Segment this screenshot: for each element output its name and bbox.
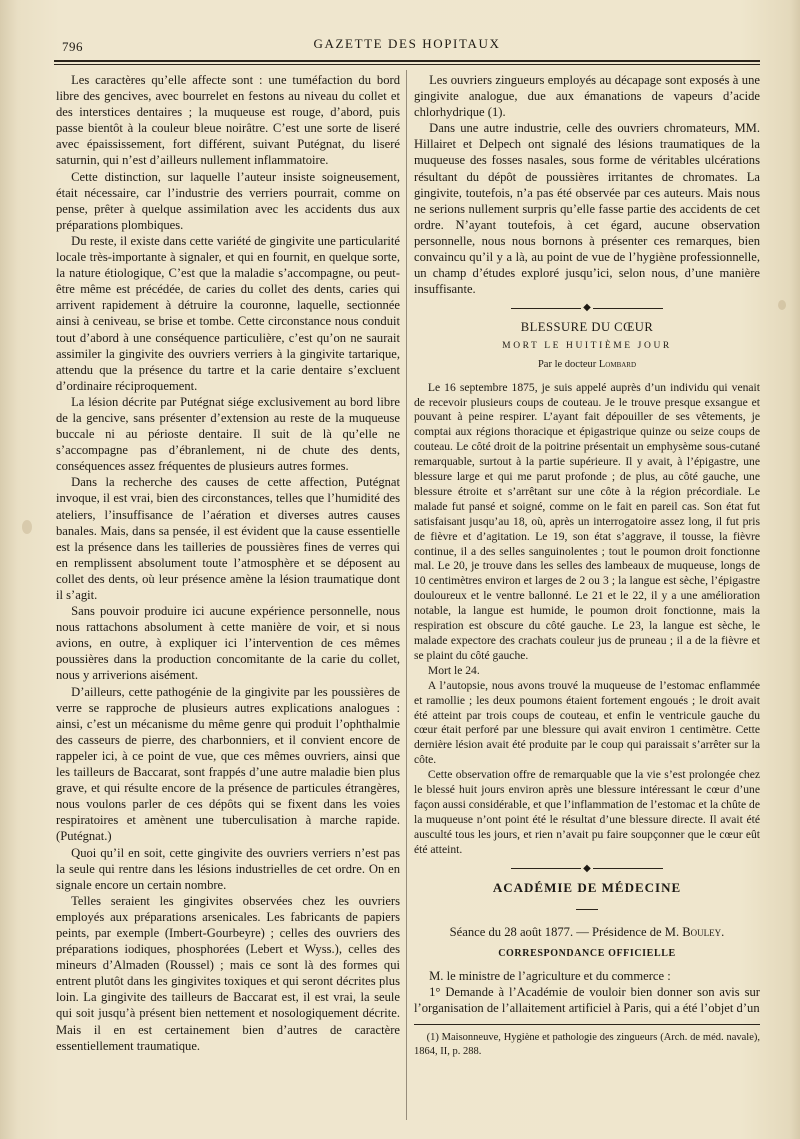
paragraph: Telles seraient les gingivites observées chez les ouvriers employés aux préparations arsenicales. Les fabricants de papiers peints, par exemple (Imbert-Gourbeyre) ; celles des ouvriers des préparations iodiques, phosphorées (Lebert et Wyss.), celles des mineurs d’Almaden (Roussel) ; mais ce sont là des formes qui entrent plutôt dans les gingivites toxiques et qui seront décrites plus loin. La gingivite des tailleurs de Baccarat est, il est vrai, la seule qui soit jusqu’à présent bien nettement et nosologiquement décrite. Mais il en est certainement bien d’autres de caractère essentiellement traumatique. <box>56 893 400 1053</box>
paragraph: A l’autopsie, nous avons trouvé la muqueuse de l’estomac enflammée et ramollie ; les deux poumons étaient fortement engoués ; le droit avait été atteint par trois coups de couteau, et enfin le ventricule gauche du cœur était perforé par une blessure qui avait environ 1 centimètre. Cette dernière lésion avait été produite par le coup qui paraissait s’arrêter sur la côte. <box>414 678 760 767</box>
paragraph: Cette observation offre de remarquable que la vie s’est prolongée chez le blessé huit jours environ après une blessure intéressant le cœur d’une façon aussi considérable, et que l’inflammation de l’estomac et la chûte de la muqueuse n’ont point été le résultat d’une blessure directe. Il avait été ausculté tous les jours, et rien n’avait pu faire soupçonner que le cœur eût été atteint. <box>414 768 760 856</box>
footnote: (1) Maisonneuve, Hygiène et pathologie des zingueurs (Arch. de méd. navale), 1864, II, p. 288. <box>414 1032 760 1058</box>
article-title: BLESSURE DU CŒUR <box>520 320 654 335</box>
byline-prefix: Par le docteur <box>537 358 597 370</box>
section-ornament: ◆ <box>414 303 760 313</box>
paragraph: Mort le 24. <box>427 663 480 677</box>
header-rule <box>54 60 760 62</box>
left-column <box>56 72 400 1054</box>
paragraph: Les caractères qu’elle affecte sont : une tuméfaction du bord libre des gencives, avec bourrelet en festons au niveau du collet et des interstices dentaires ; la muqueuse est rouge, d’abord, puis passe bientôt à la couleur bleue noirâtre. C’est une sorte de liseré avec épaississement, fort différent, suivant Putégnat, du liseré saturnin, qui n’est d’ailleurs nullement inflammatoire. <box>56 73 400 168</box>
correspondence-heading: CORRESPONDANCE OFFICIELLE <box>498 947 676 959</box>
title-dash <box>414 898 760 914</box>
paragraph: Sans pouvoir produire ici aucune expérience personnelle, nous nous rattachons absolument à cette manière de voir, et si nous avions, en outre, à expliquer ici l’intervention de ces mêmes poussières dans la production concomitante de la carie du collet, nous y arriverions aisément. <box>56 604 400 683</box>
page-header <box>54 32 760 56</box>
right-column <box>414 72 760 1059</box>
section-ornament: ◆ <box>414 864 760 874</box>
paragraph: Dans une autre industrie, celle des ouvriers chromateurs, MM. Hillairet et Delpech ont signalé des lésions traumatiques de la muqueuse des fosses nasales, sous forme de véritables ulcérations résultant du dépôt de poussières irritantes de chromates. La gingivite, toutefois, n’a pas été observée par ces auteurs. Mais nous ne serions nullement surpris qu’elle fasse partie des accidents de cet ordre. N’ayant toutefois, à cet égard, aucune observation personnelle, nous nous bornons à présenter ces remarques, bien convaincu qu’il y a là, au point de vue de l’hygiène professionnelle, un champ d’études exploré jusqu’ici, selon nous, d’une manière insuffisante. <box>414 121 760 297</box>
paragraph: Cette distinction, sur laquelle l’auteur insiste soigneusement, était nécessaire, car l’industrie des verriers pourrait, comme on pense, prêter à quelque assimilation avec les accidents dus aux préparations plombiques. <box>56 169 400 232</box>
paragraph: M. le ministre de l’agriculture et du commerce : <box>429 968 671 983</box>
paper-stain <box>22 520 32 534</box>
paragraph: Quoi qu’il en soit, cette gingivite des ouvriers verriers n’est pas la seule qui rentre dans les lésions industrielles de cet ordre. On en signale encore un certain nombre. <box>56 845 400 892</box>
session-text: Séance du 28 août 1877. — Présidence de M. <box>449 924 680 939</box>
author-name: Lombard <box>598 358 637 370</box>
article-byline <box>414 357 760 373</box>
header-rule-thin <box>54 64 760 65</box>
page-number: 796 <box>62 39 83 54</box>
journal-title: GAZETTE DES HOPITAUX <box>313 36 501 51</box>
paragraph: D’ailleurs, cette pathogénie de la gingivite par les poussières de verre se rapproche de plusieurs autres explications analogues : ainsi, c’est un mécanisme du même genre qui produit l’ophthalmie des casseurs de pierre, des charbonniers, et il convient encore de rappeler ici, à ce point de vue, que ces mêmes ouvriers, ainsi que les tailleurs de Baccarat, sont frappés d’une autre maladie bien plus grave, et qui résulte encore de la présence de particules étrangères, nous voulons parler de ces dépôts qui se fixent dans les voies respiratoires et amènent une tuberculisation à marche rapide. (Putégnat.) <box>56 684 400 844</box>
paragraph: Dans la recherche des causes de cette affection, Putégnat invoque, il est vrai, bien des circonstances, telles que l’humidité des ateliers, l’insuffisance de l’aération et diverses autres causes banales. Mais, dans sa pensée, il est évident que la cause essentielle est la présence dans les tailleries de poussières fines de verres qui en remplissent absolument toute l’atmosphère et se déposent au collet des dents, où leur présence amène la lésion traumatique dont il s’agit. <box>56 475 400 602</box>
paragraph: La lésion décrite par Putégnat siége exclusivement au bord libre de la gencive, sans présenter d’extension au reste de la muqueuse buccale ni au périoste dentaire. Il suit de là qu’elle ne s’accompagne pas d’ébranlement, ni de chute des dents, conséquences assez fréquentes de plusieurs autres formes. <box>56 394 400 474</box>
column-divider <box>406 70 407 1120</box>
president-name: Bouley. <box>682 924 725 939</box>
paragraph: Les ouvriers zingueurs employés au décapage sont exposés à une gingivite analogue, due aux émanations de vapeurs d’acide chlorhydrique (1). <box>414 73 760 120</box>
article-subtitle: MORT LE HUITIÈME JOUR <box>502 341 672 352</box>
academy-title: ACADÉMIE DE MÉDECINE <box>492 879 682 895</box>
paragraph: Du reste, il existe dans cette variété de gingivite une particularité locale très-importante à signaler, et qui en fournit, en quelque sorte, la nature étiologique, C’est que la maladie s’accompagne, ou peut-être même est précédée, de caries du collet des dents, caries qui arrivent rapidement à détruire la couronne, laquelle, sectionnée ainsi à ceniveau, se brise et tombe. Cette circonstance nous conduit tout d’abord à une conséquence particulière, c’est qu’on ne saurait assimiler la gingivite des ouvriers verriers à la gingivite tartarique, attendu que la présence du tartre et la carie dentaire s’excluent d’ordinaire réciproquement. <box>56 233 400 393</box>
paragraph: Le 16 septembre 1875, je suis appelé auprès d’un individu qui venait de recevoir plusieurs coups de couteau. Je le trouve presque exsangue et pouvant à peine respirer. L’ayant fait dépouiller de ses vêtements, je comptai aux régions thoracique et épigastrique quinze ou seize coups de couteau. Le côté droit de la poitrine présentait un emphysème sous-cutané remarquable, surtout à la partie supérieure. Il y avait, à l’épigastre, une blessure large et qui me parut profonde ; de plus, au côté gauche, une blessure étroite et s’arrêtant sur une côte à la région précordiale. Le malade fut pansé et soigné, comme on le fait en pareil cas. Son état fut satisfaisant jusqu’au 18, où, après un interrogatoire assez long, il fut pris de fièvre et d’agitation. Le 19, son état s’aggrave, il tousse, la fièvre continue, il a des selles sanguinolentes ; tout le poumon droit fonctionne mal. Le 20, je trouve dans les selles des lambeaux de muqueuse, longs de 10 centimètres environ et larges de 2 ou 3 ; la langue est sèche, l’épigastre douloureux et le ventre ballonné. Le 21 et le 22, il y a une amélioration notable, la langue est humide, le poumon droit fonctionne, mais la respiration est obscure du côté gauche. Le 23, la langue est sèche, le malade expectore des crachats couleur jus de pruneau ; il a de la fièvre et se plaint du côté gauche. <box>414 380 760 662</box>
article-body <box>414 381 760 858</box>
session-line <box>414 924 760 940</box>
footnote-rule <box>414 1024 760 1025</box>
paragraph: 1° Demande à l’Académie de vouloir bien donner son avis sur l’organisation de l’allaitement artificiel à Paris, qui a été l’objet d’un <box>414 985 760 1016</box>
paper-stain <box>778 300 786 310</box>
